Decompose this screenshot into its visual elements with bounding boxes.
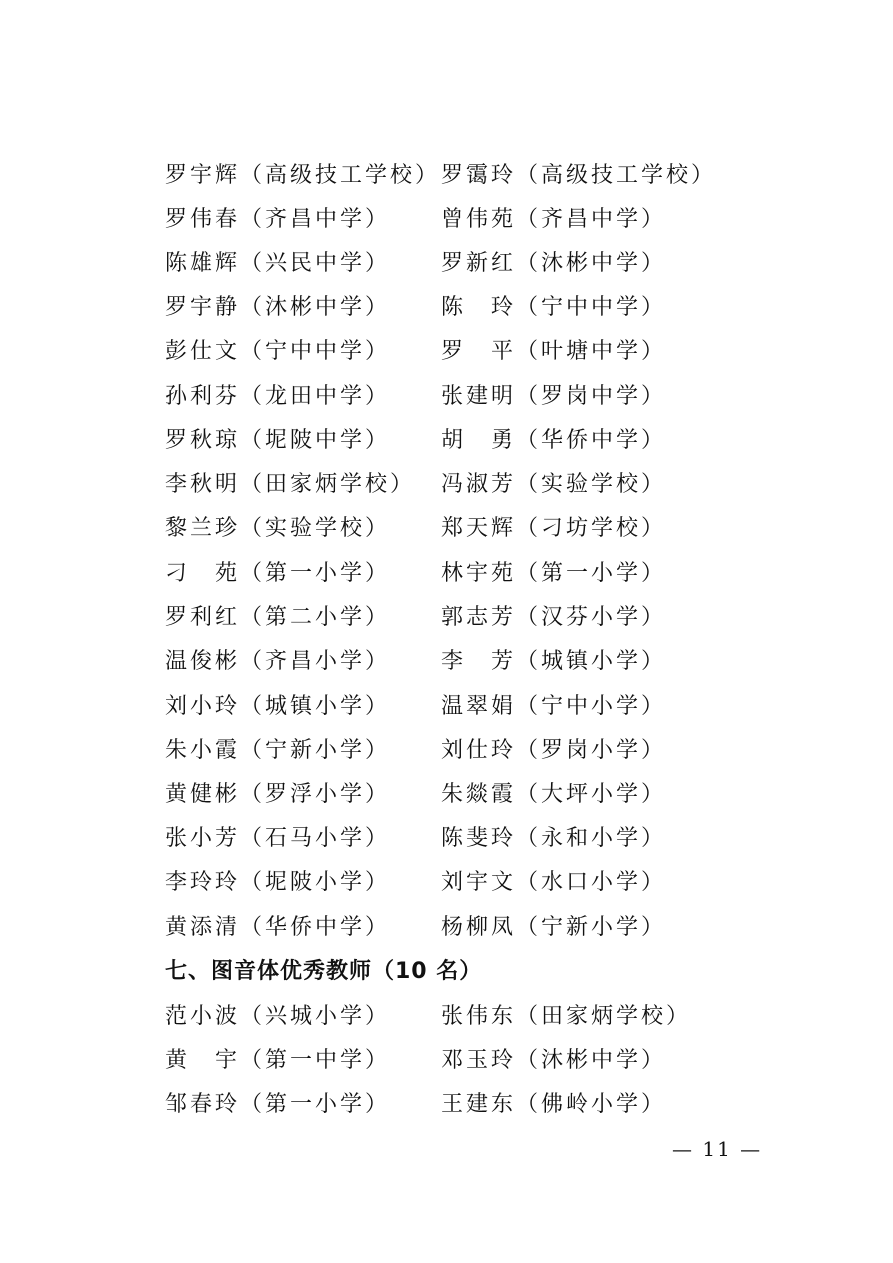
teacher-entry: 彭仕文（宁中中学） (165, 339, 391, 364)
teacher-entry: 刘仕玲（罗岗小学） (441, 738, 667, 763)
teacher-entry: 郭志芳（汉芬小学） (441, 605, 667, 630)
teacher-entry: 曾伟苑（齐昌中学） (441, 207, 667, 232)
teacher-entry: 胡 勇（华侨中学） (441, 428, 667, 453)
teacher-entry: 范小波（兴城小学） (165, 1004, 391, 1029)
teacher-entry: 罗霭玲（高级技工学校） (441, 163, 717, 188)
teacher-entry: 朱小霞（宁新小学） (165, 738, 391, 763)
teacher-entry: 朱燚霞（大坪小学） (441, 782, 667, 807)
teacher-entry: 冯淑芳（实验学校） (441, 472, 667, 497)
teacher-entry: 温翠娟（宁中小学） (441, 694, 667, 719)
teacher-entry: 王建东（佛岭小学） (441, 1092, 667, 1117)
teacher-entry: 李玲玲（坭陂小学） (165, 870, 391, 895)
teacher-entry: 黄添清（华侨中学） (165, 915, 391, 940)
teacher-entry: 张伟东（田家炳学校） (441, 1004, 692, 1029)
teacher-entry: 温俊彬（齐昌小学） (165, 649, 391, 674)
teacher-entry: 罗利红（第二小学） (165, 605, 391, 630)
teacher-entry: 杨柳凤（宁新小学） (441, 915, 667, 940)
teacher-entry: 黄健彬（罗浮小学） (165, 782, 391, 807)
teacher-entry: 黄 宇（第一中学） (165, 1048, 391, 1073)
page-number: — 11 — (672, 1137, 763, 1161)
teacher-entry: 陈斐玲（永和小学） (441, 826, 667, 851)
teacher-entry: 李 芳（城镇小学） (441, 649, 667, 674)
teacher-entry: 罗伟春（齐昌中学） (165, 207, 391, 232)
teacher-entry: 罗新红（沐彬中学） (441, 251, 667, 276)
teacher-entry: 邓玉玲（沐彬中学） (441, 1048, 667, 1073)
teacher-entry: 邹春玲（第一小学） (165, 1092, 391, 1117)
teacher-entry: 刁 苑（第一小学） (165, 561, 391, 586)
teacher-entry: 张建明（罗岗中学） (441, 384, 667, 409)
teacher-entry: 黎兰珍（实验学校） (165, 516, 391, 541)
teacher-entry: 陈雄辉（兴民中学） (165, 251, 391, 276)
teacher-entry: 陈 玲（宁中中学） (441, 295, 667, 320)
teacher-entry: 孙利芬（龙田中学） (165, 384, 391, 409)
teacher-entry: 张小芳（石马小学） (165, 826, 391, 851)
teacher-entry: 罗秋琼（坭陂中学） (165, 428, 391, 453)
teacher-entry: 罗宇辉（高级技工学校） (165, 163, 441, 188)
teacher-entry: 李秋明（田家炳学校） (165, 472, 416, 497)
section-heading: 七、图音体优秀教师（10 名） (165, 959, 483, 984)
teacher-entry: 罗宇静（沐彬中学） (165, 295, 391, 320)
teacher-entry: 罗 平（叶塘中学） (441, 339, 667, 364)
teacher-entry: 刘小玲（城镇小学） (165, 694, 391, 719)
teacher-entry: 刘宇文（水口小学） (441, 870, 667, 895)
teacher-entry: 林宇苑（第一小学） (441, 561, 667, 586)
teacher-entry: 郑天辉（刁坊学校） (441, 516, 667, 541)
